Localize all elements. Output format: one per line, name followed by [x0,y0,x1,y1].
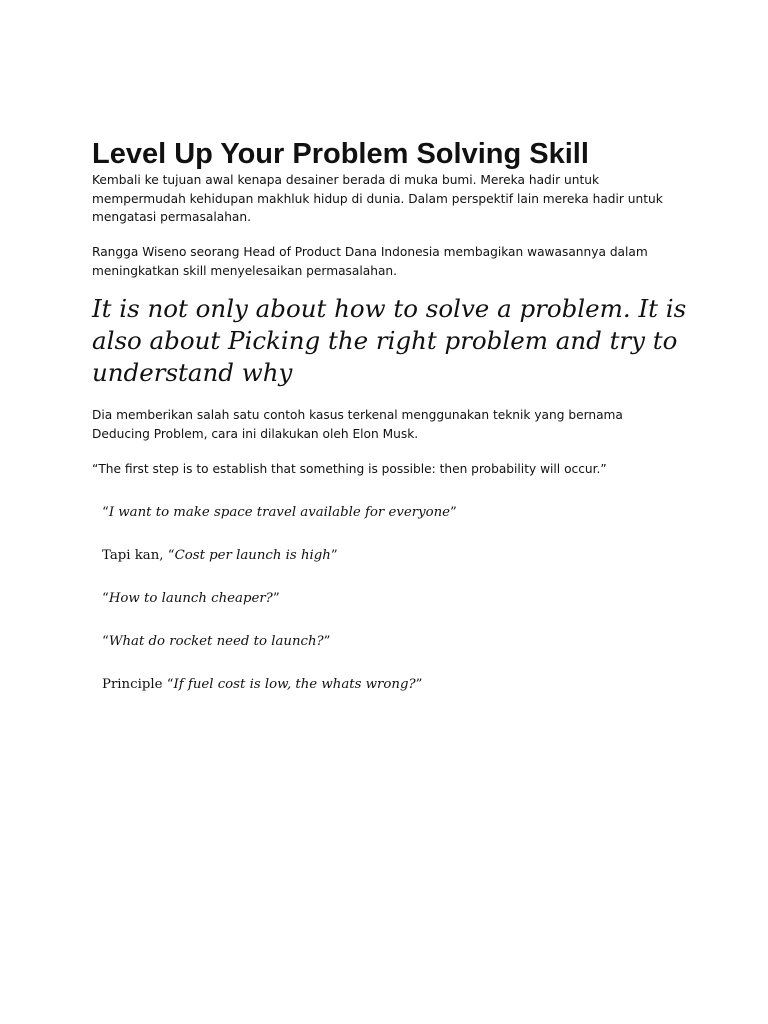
step-item [102,675,662,718]
step-quote: What do rocket need to launch? [108,634,324,649]
step-quote: If fuel cost is low, the whats wrong? [173,677,416,692]
step-close-quote: ” [323,634,331,649]
page-title: Level Up Your Problem Solving Skill [92,138,589,170]
step-open-quote: “ [102,591,109,606]
first-step-quote: “The first step is to establish that something is possible: then probability will occur.” [92,462,607,476]
example-paragraph: Dia memberikan salah satu contoh kasus terkenal menggunakan teknik yang bernama Deducing Problem, cara ini dilakukan oleh Elon Musk. [92,408,623,441]
step-item [102,503,662,546]
step-quote: Cost per launch is high [174,548,331,563]
step-item [102,589,662,632]
step-prefix: Principle [102,677,167,692]
step-prefix: Tapi kan, [102,548,168,563]
intro-paragraph: Kembali ke tujuan awal kenapa desainer berada di muka bumi. Mereka hadir untuk mempermudah kehidupan makhluk hidup di dunia. Dalam perspektif lain mereka hadir untuk mengatasi permasalahan. [92,173,663,224]
step-quote: I want to make space travel available for everyone [108,505,451,520]
step-item [102,632,662,675]
step-close-quote: ” [272,591,280,606]
step-open-quote: “ [102,634,109,649]
deducing-steps-list [102,503,662,718]
step-open-quote: “ [166,677,174,692]
step-close-quote: ” [450,505,457,520]
step-close-quote: ” [415,677,423,692]
step-item [102,546,662,589]
step-open-quote: “ [167,548,175,563]
speaker-paragraph: Rangga Wiseno seorang Head of Product Dana Indonesia membagikan wawasannya dalam meningkatkan skill menyelesaikan permasalahan. [92,245,648,278]
pull-quote: It is not only about how to solve a problem. It is also about Picking the right problem and try to understand why [92,294,687,387]
step-quote: How to launch cheaper? [108,591,273,606]
step-close-quote: ” [330,548,338,563]
step-open-quote: “ [102,505,109,520]
